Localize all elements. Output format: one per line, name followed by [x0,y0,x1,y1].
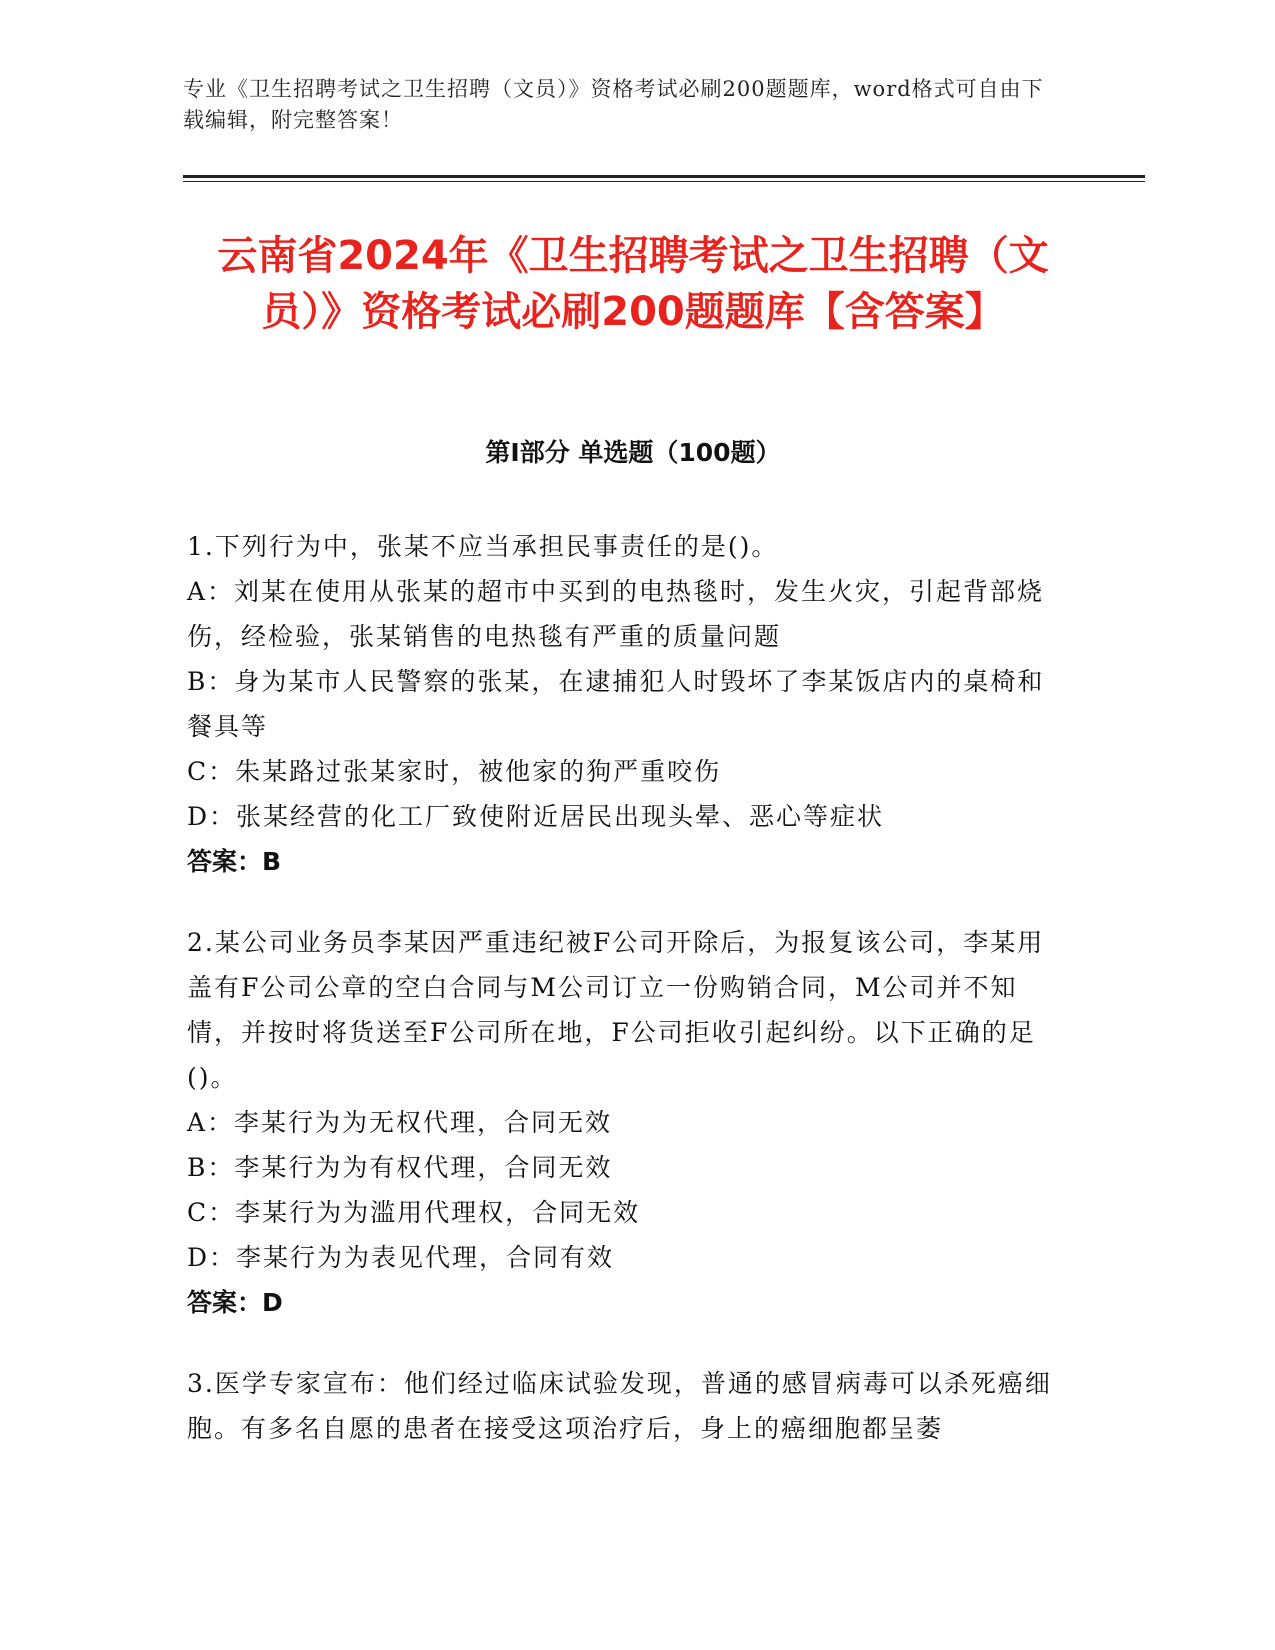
answer-line [187,839,1067,884]
option-b: B：身为某市人民警察的张某，在逮捕犯人时毁坏了李某饭店内的桌椅和餐具等 [187,667,1045,741]
answer-value: D [262,1288,283,1317]
option-c: C：李某行为为滥用代理权，合同无效 [187,1198,641,1227]
question-2 [187,920,1067,1325]
header-divider-thin [183,181,1145,182]
answer-value: B [262,847,282,876]
question-3 [187,1361,1067,1451]
option-d: D：李某行为为表见代理，合同有效 [187,1243,615,1272]
document-title: 云南省2024年《卫生招聘考试之卫生招聘（文员）》资格考试必刷200题题库【含答案】 [217,233,1049,335]
question-stem: 2.某公司业务员李某因严重违纪被F公司开除后，为报复该公司，李某用盖有F公司公章的空白合同与M公司订立一份购销合同，M公司并不知情，并按时将货送至F公司所在地，F公司拒收引起纠纷。以下正确的足()。 [187,928,1045,1092]
header-divider-thick [183,175,1145,178]
question-list [187,524,1067,1487]
question-stem: 3.医学专家宣布：他们经过临床试验发现，普通的感冒病毒可以杀死癌细胞。有多名自愿的患者在接受这项治疗后，身上的癌细胞都呈萎 [187,1369,1052,1443]
answer-label: 答案： [187,1288,263,1317]
option-c: C：朱某路过张某家时，被他家的狗严重咬伤 [187,757,722,786]
question-1 [187,524,1067,884]
question-stem: 1.下列行为中，张某不应当承担民事责任的是()。 [187,532,779,561]
section-title: 第I部分 单选题（100题） [485,438,781,467]
option-d: D：张某经营的化工厂致使附近居民出现头晕、恶心等症状 [187,802,885,831]
answer-label: 答案： [187,847,263,876]
header-note: 专业《卫生招聘考试之卫生招聘（文员）》资格考试必刷200题题库，word格式可自由下载编辑，附完整答案！ [183,77,1044,132]
option-b: B：李某行为为有权代理，合同无效 [187,1153,613,1182]
option-a: A：李某行为为无权代理，合同无效 [187,1108,613,1137]
option-a: A：刘某在使用从张某的超市中买到的电热毯时，发生火灾，引起背部烧伤，经检验，张某销售的电热毯有严重的质量问题 [187,577,1045,651]
answer-line [187,1280,1067,1325]
